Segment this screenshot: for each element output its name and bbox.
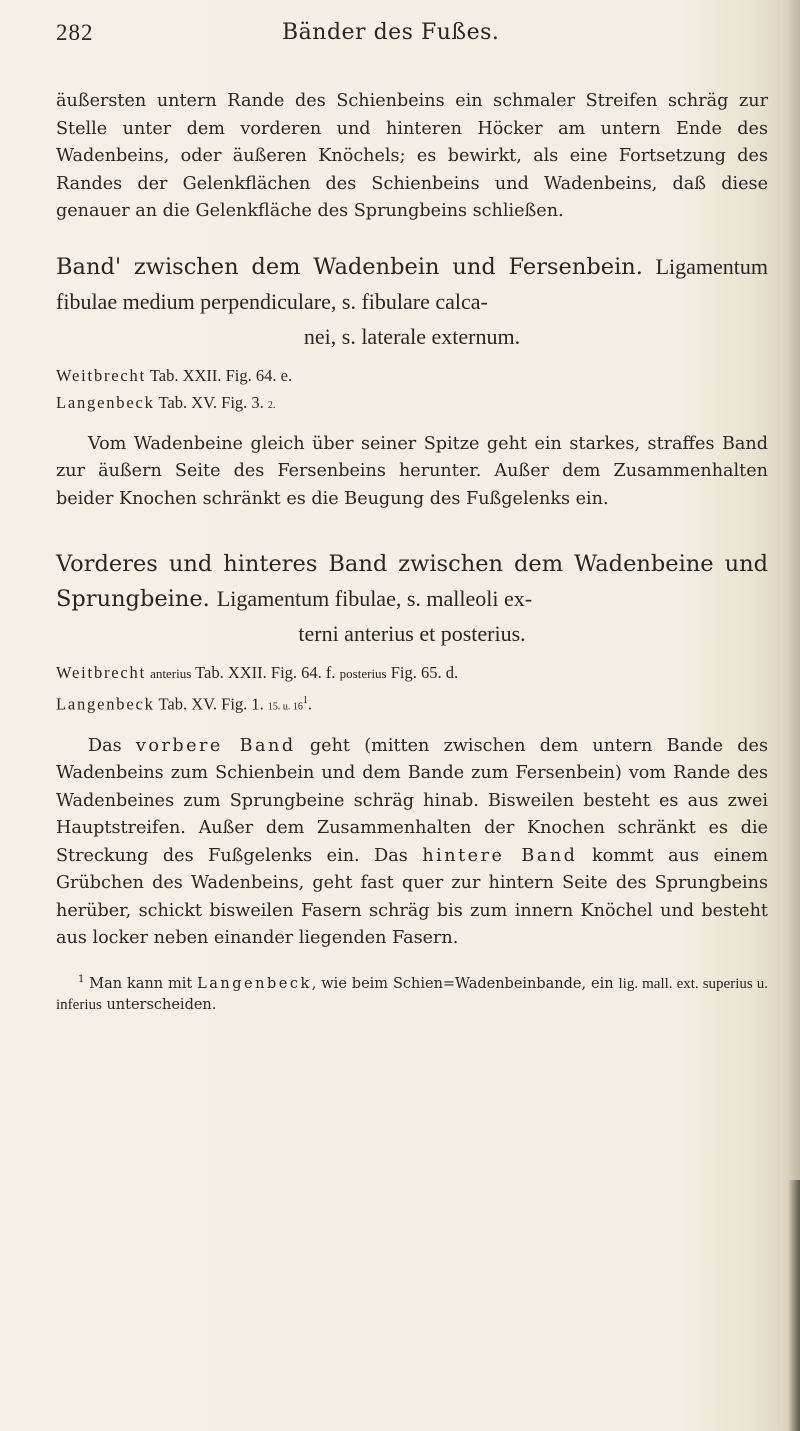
reference-langenbeck: [56, 389, 768, 419]
body-middle: geht (mitten zwischen dem untern Bande des Wadenbeins zum Schienbein und dem Bande zum Fersenbein) vom Rande des Wadenbeines zum Sprungbeine schräg hinab. Bisweilen besteht es aus zwei Hauptstreifen. Außer dem Zusammenhalten der Knochen schränkt es die Streckung des Fußgelenks ein. Das: [56, 735, 768, 866]
paragraph-continued: äußersten untern Rande des Schienbeins ein schmaler Streifen schräg zur Stelle unter dem vorderen und hinteren Höcker am untern Ende des Wadenbeins, oder äußeren Knöchels; es bewirkt, als eine Fortsetzung des Randes der Gelenkflächen des Schienbeins und Wadenbeins, daß diese genauer an die Gelenkfläche des Sprungbeins schließen.: [56, 91, 768, 221]
page-number: 282: [56, 20, 94, 45]
reference-qualifier: posterius: [339, 666, 387, 681]
page-content: [56, 16, 768, 1016]
reference-end: .: [307, 694, 313, 714]
body-lead: Das: [88, 735, 122, 756]
footnote-name: Langenbeck: [197, 975, 312, 992]
reference-subfigure: 2.: [267, 399, 276, 411]
section-2-references: [56, 659, 768, 721]
section-1-references: [56, 362, 768, 419]
footnote: [56, 969, 768, 1017]
section-heading-2-german: Vorderes und hinteres Band zwischen dem Wadenbeine und Sprungbeine.: [56, 551, 768, 612]
footnote-text-c: unterscheiden.: [106, 997, 217, 1014]
footnote-text-b: , wie beim Schien=Wadenbeinbande, ein: [311, 975, 614, 992]
section-heading-1: [56, 250, 768, 354]
reference-weitbrecht: [56, 362, 768, 389]
reference-weitbrecht: [56, 659, 768, 687]
section-heading-1-latin-b: nei, s. laterale externum.: [303, 323, 521, 349]
section-heading-2-latin-a: Ligamentum fibulae, s. malleoli ex-: [216, 586, 533, 611]
page-edge-dark: [788, 1180, 800, 1431]
emphasis-posterior-band: hintere Band: [422, 845, 578, 866]
reference-text: Tab. XXII. Fig. 64. e.: [149, 365, 293, 385]
reference-author: Langenbeck: [56, 694, 155, 714]
section-heading-1-german: Band' zwischen dem Wadenbein und Fersenbein.: [56, 253, 643, 280]
reference-author: Weitbrecht: [56, 365, 146, 385]
reference-subfigure: 15. u. 16: [267, 701, 303, 713]
reference-author: Weitbrecht: [56, 663, 146, 682]
section-1-body: Vom Wadenbeine gleich über seiner Spitze geht ein starkes, straffes Band zur äußern Seite des Fersenbeins herunter. Außer dem Zusammenhalten beider Knochen schränkt es die Beugung des Fußgelenks ein.: [56, 433, 768, 509]
reference-text: Fig. 65. d.: [390, 663, 459, 682]
reference-text: Tab. XV. Fig. 3.: [158, 392, 264, 412]
section-2-body: [56, 733, 768, 953]
footnote-marker: 1: [302, 695, 308, 706]
body-end: kommt aus einem Grübchen des Wadenbeins, geht fast quer zur hintern Seite des Sprungbeins herüber, schickt bisweilen Fasern schräg bis zum innern Knöchel und besteht aus locker neben einander liegenden Fasern.: [56, 845, 769, 948]
running-title: Bänder des Fußes.: [282, 20, 500, 45]
reference-langenbeck: [56, 687, 768, 721]
section-heading-2: [56, 547, 768, 651]
reference-qualifier: anterius: [150, 666, 192, 681]
footnote-number: 1: [78, 973, 85, 985]
section-heading-2-latin-b: terni anterius et posterius.: [298, 621, 526, 646]
section-heading-1-latin-a: Ligamentum fibulae medium perpendiculare, s. fibulare calca-: [56, 253, 768, 314]
footnote-latin: lig. mall. ext. superius u. inferius: [56, 975, 768, 1014]
reference-text: Tab. XXII. Fig. 64. f.: [195, 663, 336, 682]
reference-text: Tab. XV. Fig. 1.: [158, 694, 264, 714]
reference-author: Langenbeck: [56, 392, 155, 412]
emphasis-anterior-band: vorbere Band: [135, 735, 296, 756]
running-head: [56, 16, 768, 60]
footnote-text-a: Man kann mit: [89, 975, 193, 992]
